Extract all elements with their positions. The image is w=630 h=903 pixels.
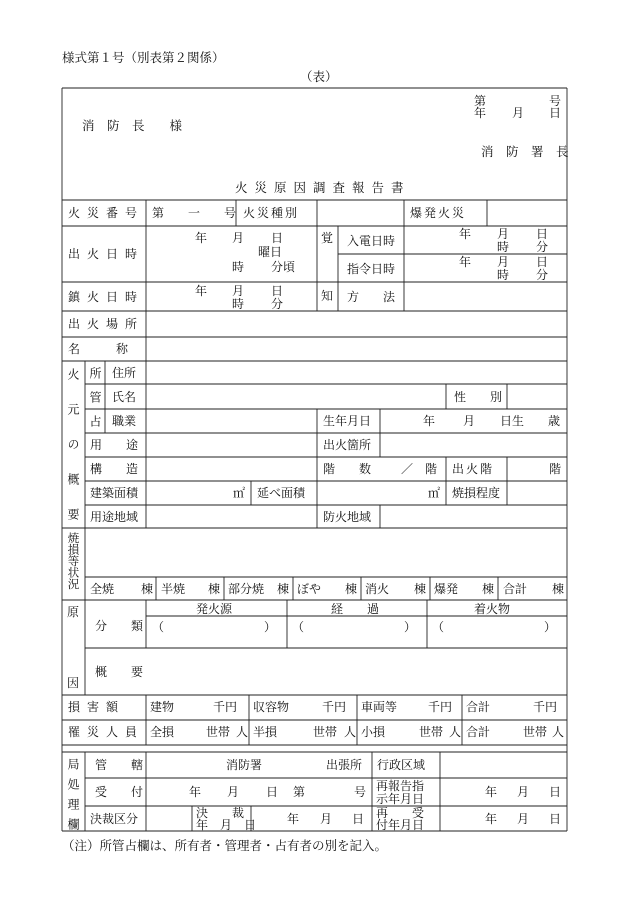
suppress-minute: 分 — [271, 297, 284, 311]
reception-label: 受 付 — [95, 785, 144, 799]
rereceive-month: 月 — [517, 812, 530, 826]
damage-vehicle-label: 車両等 — [361, 700, 398, 714]
rereport-year: 年 — [485, 785, 498, 799]
reception-dai: 第 — [293, 785, 306, 799]
dispatch-minute: 分 — [536, 268, 549, 282]
victims-total-persons: 人 — [552, 725, 565, 739]
burn-half-label: 半焼 — [161, 582, 186, 596]
decision-month: 月 — [320, 812, 333, 826]
process-paren-open: （ — [292, 620, 305, 634]
victims-small-persons: 人 — [449, 725, 462, 739]
rereceive-year: 年 — [485, 812, 498, 826]
call-month: 月 — [497, 227, 510, 241]
victims-full-household: 世帯 — [206, 725, 231, 739]
person-name-label: 氏名 — [112, 390, 137, 404]
birth-day: 日 — [500, 414, 513, 428]
dispatch-year: 年 — [459, 255, 472, 269]
decision-label-line2: 年 月 日 — [196, 818, 257, 832]
awareness-chi: 知 — [321, 289, 334, 303]
birth-month: 月 — [463, 414, 476, 428]
addressee: 消 防 長 様 — [82, 118, 183, 133]
suppress-month: 月 — [232, 284, 245, 298]
method-label: 方 法 — [347, 290, 396, 304]
first-ignited-header: 着火物 — [474, 602, 511, 616]
outbreak-hour: 時 — [232, 260, 245, 274]
outbreak-month: 月 — [232, 231, 245, 245]
total-area-label: 延べ面積 — [257, 486, 306, 500]
damage-total-unit: 千円 — [533, 700, 558, 714]
doc-number-go: 号 — [549, 94, 562, 108]
address-label: 住所 — [112, 366, 137, 380]
owner-type-label: 所管占 — [88, 367, 102, 439]
station-processing-label: 局処理欄 — [66, 758, 80, 838]
fire-floor-unit: 階 — [549, 462, 562, 476]
dispatch-day: 日 — [536, 255, 549, 269]
origin-overview-label: 火元の概要 — [66, 368, 80, 543]
burn-partial-label: 部分焼 — [228, 582, 265, 596]
process-header: 経 過 — [331, 602, 380, 616]
reception-day: 日 — [266, 785, 279, 799]
fire-zone-label: 防火地域 — [323, 510, 372, 524]
damage-vehicle-unit: 千円 — [428, 700, 453, 714]
victims-total-label: 合計 — [466, 725, 491, 739]
burn-status-label: 焼損等状況 — [66, 532, 81, 590]
header-month: 月 — [512, 106, 525, 120]
usage-label: 用 途 — [90, 438, 139, 452]
rereceive-label-line2: 付年月日 — [376, 818, 425, 832]
burn-extinguished-unit: 棟 — [414, 582, 427, 596]
decision-label-line1: 決 裁 — [196, 806, 245, 820]
birthdate-label: 生年月日 — [323, 414, 372, 428]
building-area-label: 建築面積 — [90, 486, 139, 500]
call-year: 年 — [459, 227, 472, 241]
occupation-label: 職業 — [112, 414, 137, 428]
damage-contents-unit: 千円 — [322, 700, 347, 714]
burn-explosion-label: 爆発 — [434, 582, 459, 596]
structure-label: 構 造 — [90, 462, 139, 476]
suppress-hour: 時 — [232, 297, 245, 311]
gender-label: 性 別 — [454, 390, 503, 404]
rereceive-label-line1: 再 受 — [376, 806, 425, 820]
burn-boya-label: ぼや — [297, 582, 322, 596]
floors-value: ／ 階 — [401, 462, 438, 476]
rereport-day: 日 — [549, 785, 562, 799]
ignition-paren-close: ） — [264, 620, 277, 634]
victims-half-persons: 人 — [344, 725, 357, 739]
burn-boya-unit: 棟 — [345, 582, 358, 596]
name-label: 名 称 — [68, 342, 129, 356]
reception-go: 号 — [354, 785, 367, 799]
damage-building-unit: 千円 — [213, 700, 238, 714]
burn-explosion-unit: 棟 — [482, 582, 495, 596]
damage-amount-label: 損害額 — [68, 700, 126, 714]
burn-partial-unit: 棟 — [277, 582, 290, 596]
doc-number-dai: 第 — [474, 94, 487, 108]
outbreak-weekday: 曜日 — [258, 245, 283, 259]
burn-full-unit: 棟 — [141, 582, 154, 596]
floors-label: 階 数 — [323, 462, 372, 476]
ignition-paren-open: （ — [152, 620, 165, 634]
reception-year: 年 — [189, 785, 202, 799]
header-day: 日 — [549, 106, 562, 120]
age-label: 生 歳 — [512, 414, 561, 428]
outbreak-datetime-label: 出火日時 — [68, 247, 145, 261]
classification-label: 分 類 — [95, 619, 144, 633]
burn-total-label: 合計 — [503, 582, 528, 596]
sender: 消 防 署 長 — [481, 144, 569, 159]
victims-small-label: 小損 — [361, 725, 386, 739]
ignited-paren-open: （ — [432, 620, 445, 634]
call-hour: 時 — [497, 240, 510, 254]
fire-type-label: 火災種別 — [243, 206, 300, 220]
dispatch-time-label: 指令日時 — [347, 262, 396, 276]
outbreak-minute: 分頃 — [271, 260, 296, 274]
damage-total-label: 合計 — [466, 700, 491, 714]
fire-number-label: 火災番号 — [68, 206, 145, 220]
explosion-fire-label: 爆発火災 — [410, 206, 467, 220]
fire-floor-label: 出火階 — [452, 462, 495, 476]
burn-extinguished-label: 消火 — [365, 582, 390, 596]
rereport-label-line1: 再報告指 — [376, 779, 425, 793]
dispatch-month: 月 — [497, 255, 510, 269]
burn-full-label: 全焼 — [90, 582, 115, 596]
fire-place-label: 出火場所 — [68, 317, 145, 331]
decision-year: 年 — [287, 812, 300, 826]
process-paren-close: ） — [404, 620, 417, 634]
branch-office-label: 出張所 — [326, 758, 363, 772]
damage-contents-label: 収容物 — [253, 700, 290, 714]
form-number: 様式第１号（別表第２関係） — [62, 50, 225, 65]
reception-month: 月 — [227, 785, 240, 799]
awareness-kaku: 覚 — [321, 231, 334, 245]
suppress-year: 年 — [195, 284, 208, 298]
fire-station-label: 消防署 — [226, 758, 263, 772]
dispatch-hour: 時 — [497, 268, 510, 282]
ignition-source-header: 発火源 — [196, 602, 233, 616]
decision-class-label: 決裁区分 — [90, 812, 139, 826]
damage-building-label: 建物 — [150, 700, 175, 714]
header-year: 年 — [474, 106, 487, 120]
footnote: （注）所管占欄は、所有者・管理者・占有者の別を記入。 — [62, 838, 388, 853]
victims-total-household: 世帯 — [523, 725, 548, 739]
total-area-unit: ㎡ — [428, 486, 441, 500]
report-title: 火災原因調査報告書 — [235, 180, 411, 195]
call-time-label: 入電日時 — [347, 234, 396, 248]
burn-total-unit: 棟 — [552, 582, 565, 596]
rereport-month: 月 — [517, 785, 530, 799]
victims-half-household: 世帯 — [313, 725, 338, 739]
cause-label-gen: 原 — [67, 605, 80, 619]
call-day: 日 — [536, 227, 549, 241]
rereport-label-line2: 示年月日 — [376, 792, 425, 806]
victims-full-label: 全損 — [150, 725, 175, 739]
victims-label: 罹災人員 — [68, 725, 145, 739]
victims-small-household: 世帯 — [419, 725, 444, 739]
outbreak-year: 年 — [195, 231, 208, 245]
call-minute: 分 — [536, 240, 549, 254]
rereceive-day: 日 — [549, 812, 562, 826]
summary-label: 概 要 — [95, 665, 144, 679]
cause-label-in: 因 — [67, 676, 80, 690]
damage-degree-label: 焼損程度 — [452, 486, 501, 500]
jurisdiction-label: 管 轄 — [95, 758, 144, 772]
birth-year: 年 — [423, 414, 436, 428]
zoning-label: 用途地域 — [90, 510, 139, 524]
victims-half-label: 半損 — [253, 725, 278, 739]
admin-area-label: 行政区域 — [377, 758, 426, 772]
suppress-day: 日 — [271, 284, 284, 298]
fire-spot-label: 出火箇所 — [323, 438, 372, 452]
fire-number-value: 第 一 号 — [152, 206, 237, 220]
decision-day: 日 — [352, 812, 365, 826]
burn-half-unit: 棟 — [208, 582, 221, 596]
building-area-unit: ㎡ — [233, 486, 246, 500]
victims-full-persons: 人 — [236, 725, 249, 739]
outbreak-day: 日 — [271, 231, 284, 245]
front-side-label: （表） — [300, 69, 338, 84]
suppress-datetime-label: 鎮火日時 — [68, 290, 145, 304]
ignited-paren-close: ） — [544, 620, 557, 634]
